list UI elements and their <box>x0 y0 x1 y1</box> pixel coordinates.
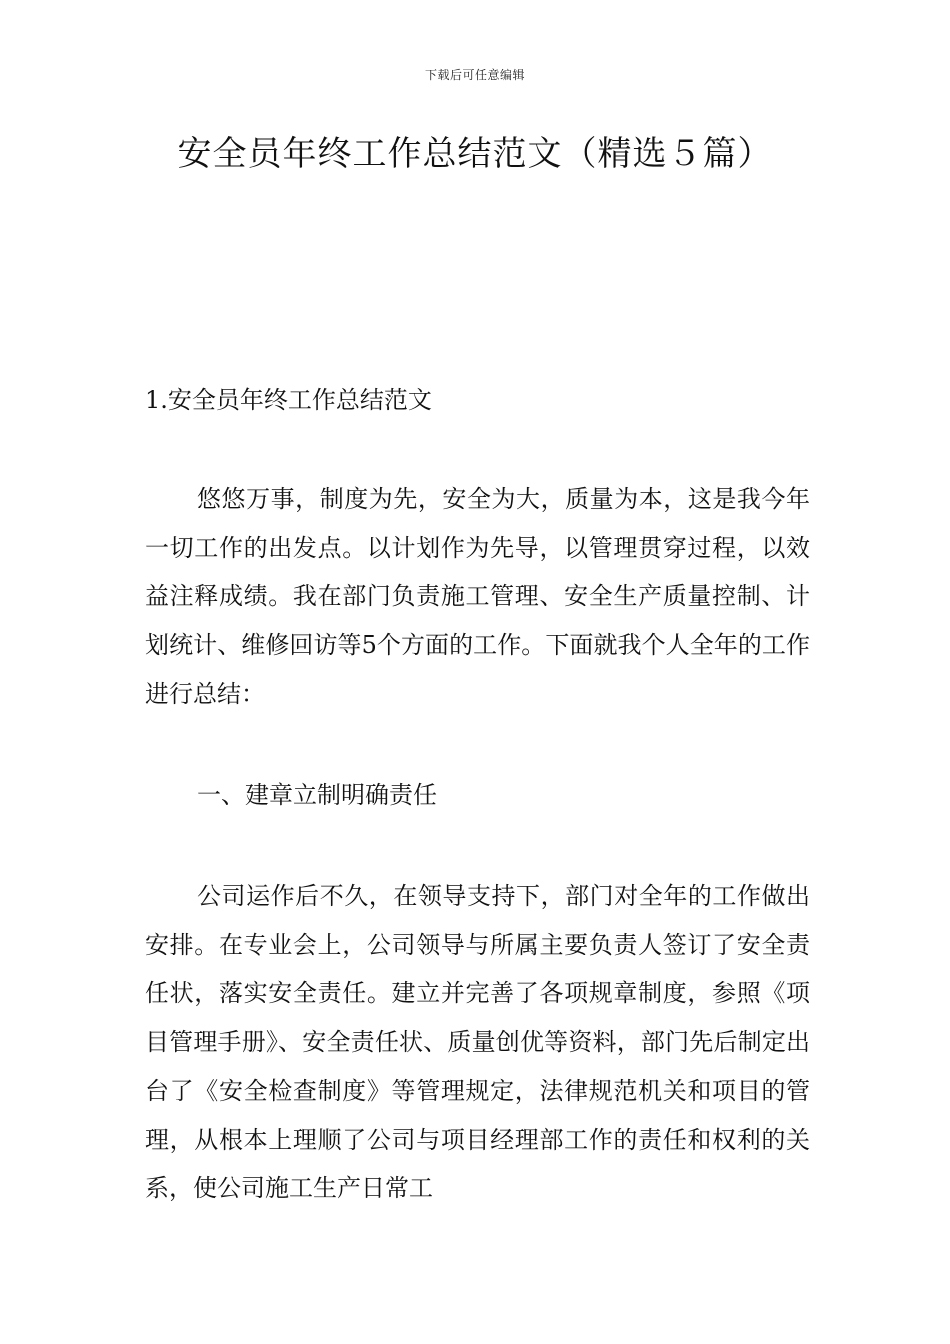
header-note: 下载后可任意编辑 <box>424 68 525 82</box>
section-heading: 1.安全员年终工作总结范文 <box>145 386 432 414</box>
document-title: 安全员年终工作总结范文（精选５篇） <box>177 134 773 174</box>
subheading: 一、建章立制明确责任 <box>197 781 437 809</box>
body-paragraph-1: 悠悠万事，制度为先，安全为大，质量为本，这是我今年一切工作的出发点。以计划作为先导，以管理贯穿过程，以效益注释成绩。我在部门负责施工管理、安全生产质量控制、计划统计、维修回访等5个方面的工作。下面就我个人全年的工作进行总结： <box>145 485 810 708</box>
body-paragraph-2: 公司运作后不久，在领导支持下，部门对全年的工作做出安排。在专业会上，公司领导与所属主要负责人签订了安全责任状，落实安全责任。建立并完善了各项规章制度，参照《项目管理手册》、安全责任状、质量创优等资料，部门先后制定出台了《安全检查制度》等管理规定，法律规范机关和项目的管理，从根本上理顺了公司与项目经理部工作的责任和权利的关系，使公司施工生产日常工 <box>145 882 810 1203</box>
